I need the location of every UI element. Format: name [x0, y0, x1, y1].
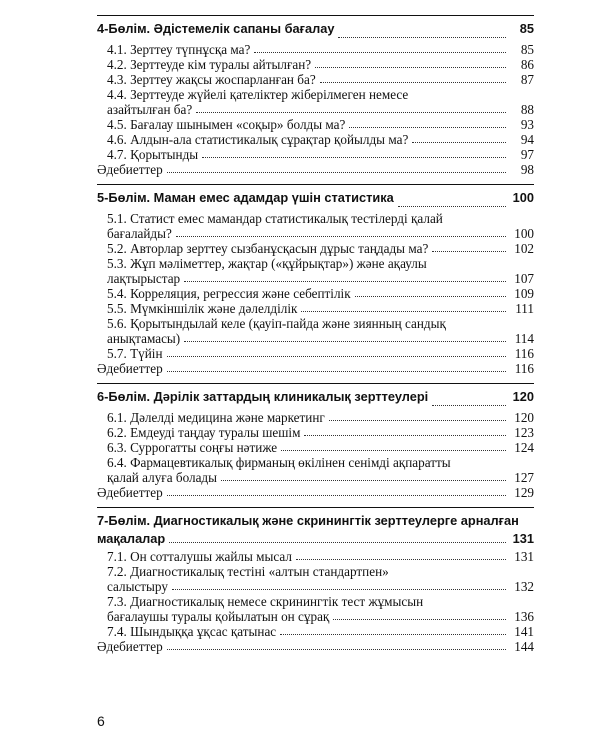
toc-entry [97, 286, 534, 301]
section-heading [97, 383, 534, 410]
toc-section [97, 507, 534, 654]
leader-dots [176, 236, 506, 237]
section-heading-text: 5-Бөлім. Маман емес адамдар үшін статистика [97, 190, 394, 205]
leader-dots [432, 405, 506, 406]
references-entry [97, 162, 534, 177]
section-heading-page: 131 [512, 531, 534, 546]
leader-dots [355, 296, 506, 297]
toc-entry [97, 455, 534, 485]
toc-entry-text: бағалайды? [107, 226, 172, 241]
toc-entry-page: 102 [514, 241, 534, 256]
toc-entry [97, 256, 534, 286]
section-heading-text: 6-Бөлім. Дәрілік заттардың клиникалық зерттеулері [97, 389, 429, 404]
toc-entry-line1: 7.2. Диагностикалық тестіні «алтын стандартпен» [107, 564, 389, 579]
toc-entry-page: 127 [514, 470, 534, 485]
toc-entry-text: 4.7. Қорытынды [107, 147, 199, 162]
toc-entry [97, 42, 534, 57]
leader-dots [172, 589, 506, 590]
toc-entry-page: 97 [520, 147, 534, 162]
leader-dots [169, 542, 506, 543]
toc-entry-text: анықтамасы) [107, 331, 181, 346]
table-of-contents [97, 15, 534, 654]
toc-entry-text: 7.1. Он сотталушы жайлы мысал [107, 549, 292, 564]
toc-entry-text: 4.2. Зерттеуде кім туралы айтылған? [107, 57, 312, 72]
toc-entry [97, 87, 534, 117]
references-text: Әдебиеттер [97, 162, 163, 177]
leader-dots [329, 420, 506, 421]
toc-entry-page: 132 [514, 579, 534, 594]
toc-entry-text: 7.4. Шындыққа ұқсас қатынас [107, 624, 277, 639]
leader-dots [167, 356, 506, 357]
toc-entry-page: 136 [514, 609, 534, 624]
toc-entry-page: 100 [514, 226, 534, 241]
references-entry [97, 485, 534, 500]
toc-entry-page: 124 [514, 440, 534, 455]
leader-dots [296, 559, 506, 560]
toc-entry-line1: 6.4. Фармацевтикалық фирманың өкілінен сенімді ақпаратты [107, 455, 451, 470]
leader-dots [167, 495, 506, 496]
toc-entry [97, 72, 534, 87]
toc-entry-text: 4.1. Зерттеу түпнұсқа ма? [107, 42, 251, 57]
toc-entry [97, 624, 534, 639]
toc-entry [97, 346, 534, 361]
references-page: 144 [514, 639, 534, 654]
toc-entry-line1: 5.3. Жұп мәліметтер, жақтар («құйрықтар») және ақаулы [107, 256, 427, 271]
section-heading-page: 100 [512, 190, 534, 205]
leader-dots [221, 480, 506, 481]
toc-entry-text: 4.5. Бағалау шынымен «соқыр» болды ма? [107, 117, 346, 132]
toc-entry-text: 6.2. Емдеуді таңдау туралы шешім [107, 425, 301, 440]
toc-entry [97, 132, 534, 147]
section-heading [97, 15, 534, 42]
toc-entry [97, 147, 534, 162]
toc-entry-text: 6.3. Суррогатты соңғы нәтиже [107, 440, 278, 455]
toc-entry-text: қалай алуға болады [107, 470, 218, 485]
toc-entry-text: салыстыру [107, 579, 168, 594]
references-entry [97, 639, 534, 654]
section-heading [97, 184, 534, 211]
toc-entry-text: лақтырыстар [107, 271, 181, 286]
leader-dots [301, 311, 506, 312]
toc-entry-text: 4.3. Зерттеу жақсы жоспарланған ба? [107, 72, 316, 87]
leader-dots [338, 37, 506, 38]
leader-dots [333, 619, 506, 620]
toc-entry [97, 57, 534, 72]
toc-entry-line1: 7.3. Диагностикалық немесе скринингтік тест жұмысын [107, 594, 424, 609]
leader-dots [167, 172, 506, 173]
toc-section [97, 383, 534, 500]
toc-entry-text: бағалаушы туралы қойылатын он сұрақ [107, 609, 330, 624]
leader-dots [184, 281, 506, 282]
toc-entry-page: 85 [520, 42, 534, 57]
toc-entry [97, 549, 534, 564]
toc-entry-page: 141 [514, 624, 534, 639]
toc-entry-page: 123 [514, 425, 534, 440]
leader-dots [315, 67, 506, 68]
toc-entry-page: 88 [520, 102, 534, 117]
toc-entry [97, 117, 534, 132]
toc-entry-page: 107 [514, 271, 534, 286]
section-heading-text: мақалалар [97, 531, 166, 546]
toc-entry-line1: 5.6. Қорытындылай келе (қауіп-пайда және зиянның сандық [107, 316, 446, 331]
toc-entry-text: азайтылған ба? [107, 102, 193, 117]
toc-entry-text: 4.6. Алдын-ала статистикалық сұрақтар қойылды ма? [107, 132, 409, 147]
leader-dots [304, 435, 506, 436]
leader-dots [320, 82, 506, 83]
toc-entry [97, 440, 534, 455]
section-heading-line1: 7-Бөлім. Диагностикалық және скринингтік зерттеулерге арналған [97, 513, 519, 528]
toc-entry-page: 114 [514, 331, 534, 346]
toc-entry [97, 316, 534, 346]
page-number: 6 [97, 713, 105, 729]
toc-entry-text: 5.2. Авторлар зерттеу сызбанұсқасын дұрыс таңдады ма? [107, 241, 429, 256]
references-page: 129 [514, 485, 534, 500]
section-heading-page: 85 [519, 21, 534, 36]
toc-entry-text: 5.4. Корреляция, регрессия және себептілік [107, 286, 351, 301]
toc-entry-page: 94 [520, 132, 534, 147]
toc-entry-text: 5.7. Түйін [107, 346, 163, 361]
toc-entry-text: 5.5. Мүмкіншілік және дәлелділік [107, 301, 298, 316]
leader-dots [349, 127, 506, 128]
leader-dots [398, 206, 506, 207]
toc-entry-page: 131 [514, 549, 534, 564]
leader-dots [167, 371, 506, 372]
toc-entry-text: 6.1. Дәлелді медицина және маркетинг [107, 410, 325, 425]
toc-entry [97, 594, 534, 624]
references-page: 98 [520, 162, 534, 177]
toc-entry-line1: 4.4. Зерттеуде жүйелі қателіктер жіберілмеген немесе [107, 87, 409, 102]
references-entry [97, 361, 534, 376]
toc-section [97, 184, 534, 376]
leader-dots [196, 112, 506, 113]
leader-dots [412, 142, 506, 143]
toc-entry [97, 301, 534, 316]
toc-entry [97, 211, 534, 241]
toc-entry-page: 116 [514, 346, 534, 361]
toc-entry-page: 109 [514, 286, 534, 301]
toc-entry [97, 425, 534, 440]
toc-entry-line1: 5.1. Статист емес мамандар статистикалық тестілерді қалай [107, 211, 443, 226]
references-page: 116 [514, 361, 534, 376]
leader-dots [432, 251, 506, 252]
toc-entry-page: 111 [515, 301, 534, 316]
toc-entry-page: 86 [520, 57, 534, 72]
toc-entry-page: 93 [520, 117, 534, 132]
leader-dots [202, 157, 506, 158]
references-text: Әдебиеттер [97, 361, 163, 376]
toc-entry [97, 241, 534, 256]
leader-dots [167, 649, 506, 650]
toc-section [97, 15, 534, 177]
leader-dots [280, 634, 506, 635]
toc-entry-page: 120 [514, 410, 534, 425]
section-heading-page: 120 [512, 389, 534, 404]
leader-dots [281, 450, 506, 451]
toc-entry-page: 87 [520, 72, 534, 87]
section-heading-text: 4-Бөлім. Әдістемелік сапаны бағалау [97, 21, 335, 36]
section-heading [97, 507, 534, 549]
references-text: Әдебиеттер [97, 485, 163, 500]
toc-entry [97, 564, 534, 594]
leader-dots [184, 341, 506, 342]
references-text: Әдебиеттер [97, 639, 163, 654]
leader-dots [254, 52, 506, 53]
toc-entry [97, 410, 534, 425]
